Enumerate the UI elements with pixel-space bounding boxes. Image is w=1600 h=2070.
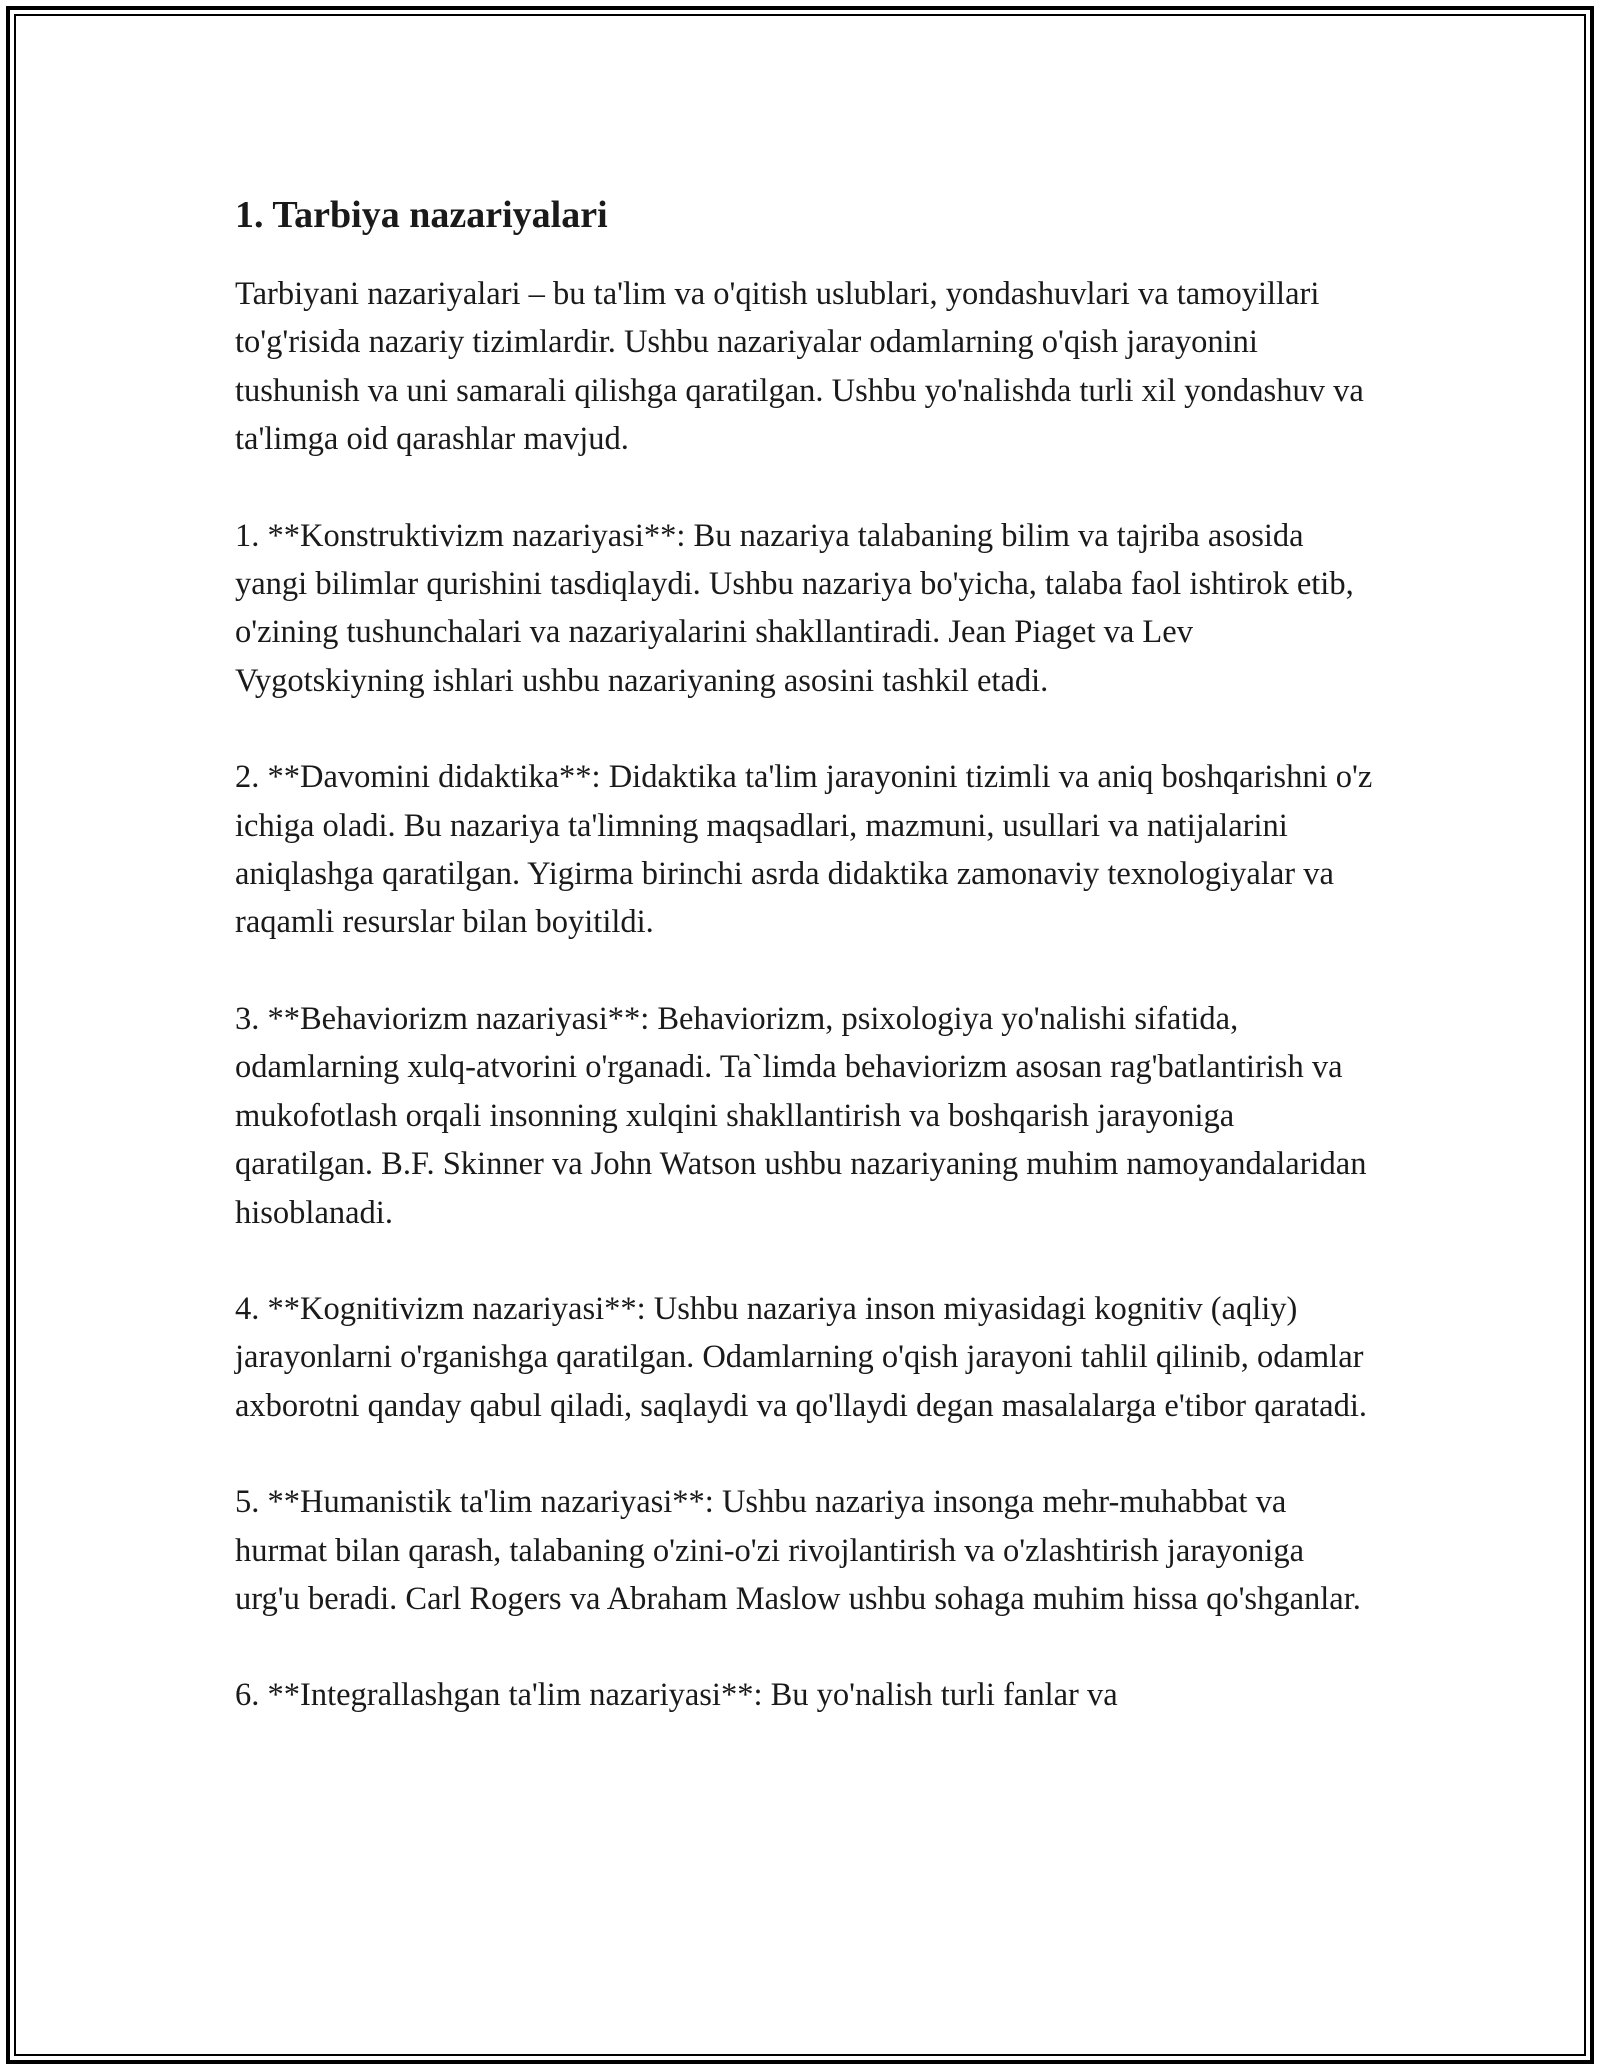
intro-paragraph: Tarbiyani nazariyalari – bu ta'lim va o'qitish uslublari, yondashuvlari va tamoyillari to'g'risida nazariy tizimlardir. Ushbu nazariyalar odamlarning o'qish jarayonini tushunish va uni samarali qilishga qaratilgan. Ushbu yo'nalishda turli xil yondashuv va ta'limga oid qarashlar mavjud. [235,276,1364,458]
paragraph-kognitivizm: 4. **Kognitivizm nazariyasi**: Ushbu nazariya inson miyasidagi kognitiv (aqliy) jarayonlarni o'rganishga qaratilgan. Odamlarning o'qish jarayoni tahlil qilinib, odamlar axborotni qanday qabul qiladi, saqlaydi va qo'llaydi degan masalalarga e'tibor qaratadi. [235,1290,1367,1424]
section-heading: 1. Tarbiya nazariyalari [235,194,608,236]
paragraph-integrallashgan: 6. **Integrallashgan ta'lim nazariyasi**: Bu yo'nalish turli fanlar va [235,1677,1118,1714]
paragraph-humanistik: 5. **Humanistik ta'lim nazariyasi**: Ushbu nazariya insonga mehr-muhabbat va hurmat bilan qarash, talabaning o'zini-o'zi rivojlantirish va o'zlashtirish jarayoniga urg'u beradi. Carl Rogers va Abraham Maslow ushbu sohaga muhim hissa qo'shganlar. [235,1484,1361,1617]
paragraph-behaviorizm: 3. **Behaviorizm nazariyasi**: Behaviorizm, psixologiya yo'nalishi sifatida, odamlarning xulq-atvorini o'rganadi. Ta`limda behaviorizm asosan rag'batlantirish va mukofotlash orqali insonning xulqini shakllantirish va boshqarish jarayoniga qaratilgan. B.F. Skinner va John Watson ushbu nazariyaning muhim namoyandalaridan hisoblanadi. [235,1000,1367,1231]
paragraph-konstruktivizm: 1. **Konstruktivizm nazariyasi**: Bu nazariya talabaning bilim va tajriba asosida yangi bilimlar qurishini tasdiqlaydi. Ushbu nazariya bo'yicha, talaba faol ishtirok etib, o'zining tushunchalari va nazariyalarini shakllantiradi. Jean Piaget va Lev Vygotskiyning ishlari ushbu nazariyaning asosini tashkil etadi. [235,517,1354,699]
document-body [235,186,1375,1720]
paragraph-didaktika: 2. **Davomini didaktika**: Didaktika ta'lim jarayonini tizimli va aniq boshqarishni o'z ichiga oladi. Bu nazariya ta'limning maqsadlari, mazmuni, usullari va natijalarini aniqlashga qaratilgan. Yigirma birinchi asrda didaktika zamonaviy texnologiyalar va raqamli resurslar bilan boyitildi. [235,759,1373,941]
